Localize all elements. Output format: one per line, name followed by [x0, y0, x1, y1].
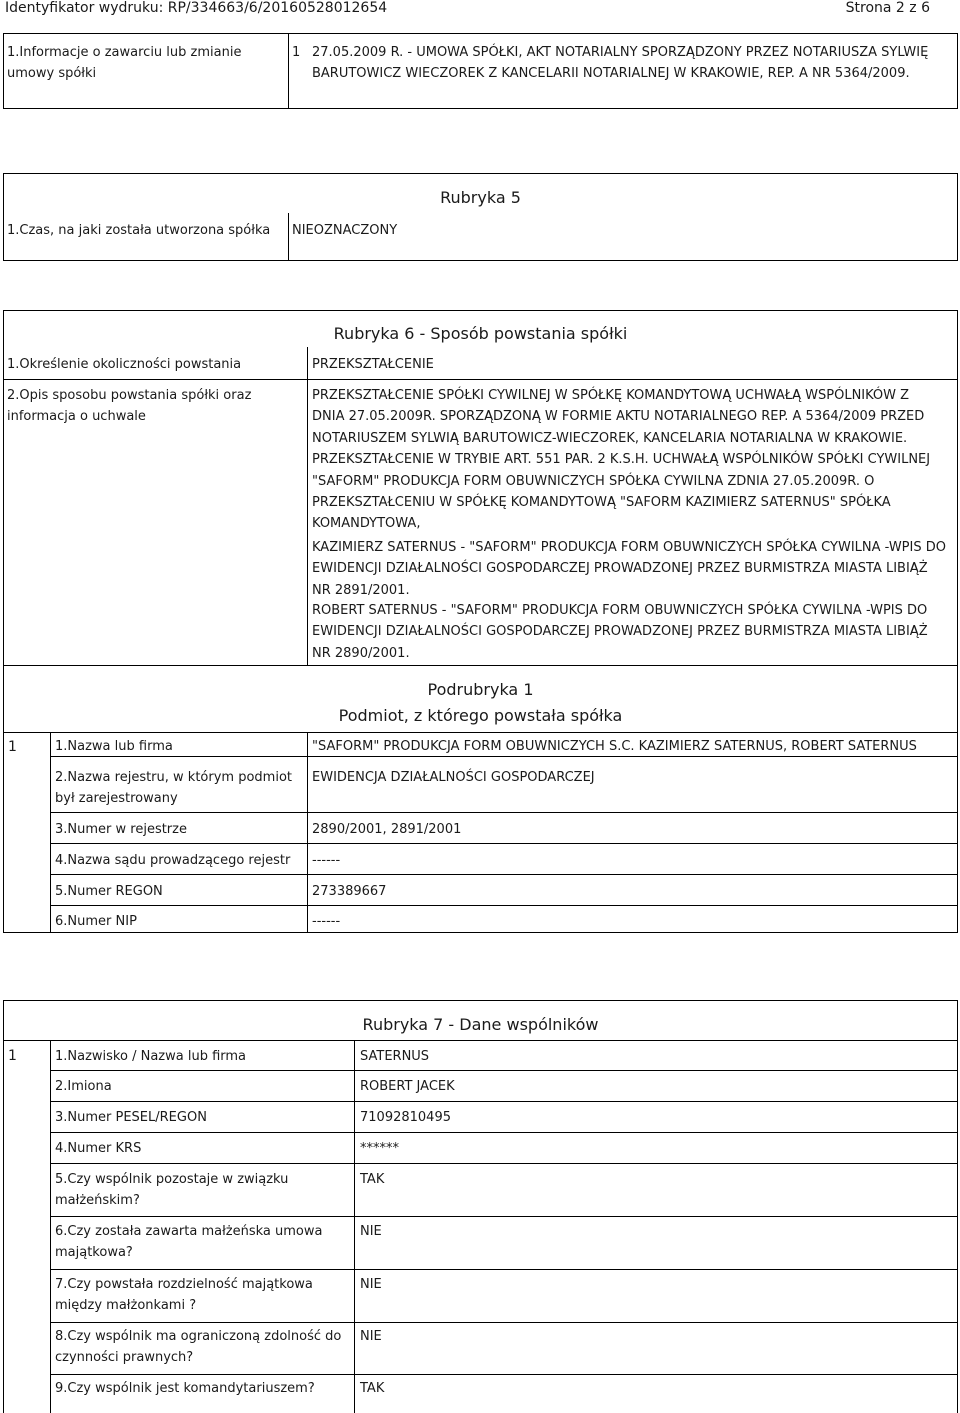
- partner-marital-agreement-value: NIE: [360, 1224, 382, 1239]
- description-line: PRZEKSZTAŁCENIE SPÓŁKI CYWILNEJ W SPÓŁKĘ KOMANDYTOWĄ UCHWAŁĄ WSPÓLNIKÓW Z: [312, 388, 910, 403]
- podmiot-registry-label: 2.Nazwa rejestru, w którym podmiot był zarejestrowany: [55, 770, 292, 807]
- duration-value: NIEOZNACZONY: [292, 223, 398, 238]
- partner-married-value: TAK: [360, 1172, 385, 1187]
- circumstances-label: 1.Określenie okoliczności powstania: [7, 357, 242, 372]
- rubryka-6-title: Rubryka 6 - Sposób powstania spółki: [333, 324, 628, 343]
- rubryka-7-title: Rubryka 7 - Dane wspólników: [362, 1015, 599, 1034]
- partner-index: 1: [8, 1048, 17, 1064]
- podrubryka-1-title: Podrubryka 1: [427, 680, 534, 699]
- partner-separation-label: 7.Czy powstała rozdzielność majątkowa między małżonkami ?: [55, 1277, 313, 1314]
- podmiot-nip-value: ------: [312, 914, 341, 929]
- description-line: PRZEKSZTAŁCENIE W TRYBIE ART. 551 PAR. 2 K.S.H. UCHWAŁĄ WSPÓLNIKÓW SPÓŁKI CYWILNEJ: [312, 452, 931, 468]
- podmiot-registry-number-label: 3.Numer w rejestrze: [55, 822, 187, 837]
- description-line: DNIA 27.05.2009R. SPORZĄDZONĄ W FORMIE AKTU NOTARIALNEGO REP. A 5364/2009 PRZED: [312, 409, 925, 425]
- contract-info-index: 1: [292, 45, 301, 60]
- partner-pesel-label: 3.Numer PESEL/REGON: [55, 1110, 207, 1125]
- podmiot-regon-value: 273389667: [312, 884, 387, 899]
- contract-info-label: 1.Informacje o zawarciu lub zmianie umowy spółki: [7, 45, 242, 82]
- page-number: Strona 2 z 6: [845, 0, 930, 16]
- partner-krs-label: 4.Numer KRS: [55, 1141, 142, 1156]
- contract-info-value: 27.05.2009 R. - UMOWA SPÓŁKI, AKT NOTARIALNY SPORZĄDZONY PRZEZ NOTARIUSZA SYLWIĘ BARUTOWICZ WIECZOREK Z KANCELARII NOTARIALNEJ W KRAKOWIE, REP. A NR 5364/2009.: [312, 45, 929, 82]
- rubryka-5-title: Rubryka 5: [440, 188, 521, 207]
- podmiot-name-value: "SAFORM" PRODUKCJA FORM OBUWNICZYCH S.C. KAZIMIERZ SATERNUS, ROBERT SATERNUS: [312, 739, 917, 754]
- description-line: NR 2890/2001.: [312, 645, 410, 661]
- description-label: 2.Opis sposobu powstania spółki oraz informacja o uchwale: [7, 388, 252, 425]
- partner-legal-capacity-value: NIE: [360, 1329, 382, 1344]
- description-line: PRZEKSZTAŁCENIU W SPÓŁKĘ KOMANDYTOWĄ "SAFORM KAZIMIERZ SATERNUS" SPÓŁKA: [312, 495, 891, 510]
- description-line: NOTARIUSZEM SYLWIĄ BARUTOWICZ-WIECZOREK, KANCELARIA NOTARIALNA W KRAKOWIE.: [312, 430, 908, 446]
- partner-married-label: 5.Czy wspólnik pozostaje w związku małżeńskim?: [55, 1172, 289, 1209]
- partner-limited-label: 9.Czy wspólnik jest komandytariuszem?: [55, 1381, 315, 1396]
- print-identifier: Identyfikator wydruku: RP/334663/6/20160528012654: [5, 0, 388, 16]
- description-line: EWIDENCJI DZIAŁALNOŚCI GOSPODARCZEJ PROWADZONEJ PRZEZ BURMISTRZA MIASTA LIBIĄŻ: [312, 561, 928, 577]
- podmiot-name-label: 1.Nazwa lub firma: [55, 739, 173, 754]
- circumstances-value: PRZEKSZTAŁCENIE: [312, 357, 434, 372]
- description-line: EWIDENCJI DZIAŁALNOŚCI GOSPODARCZEJ PROWADZONEJ PRZEZ BURMISTRZA MIASTA LIBIĄŻ: [312, 624, 928, 640]
- podmiot-index: 1: [8, 739, 17, 755]
- partner-names-value: ROBERT JACEK: [360, 1079, 455, 1094]
- partner-surname-label: 1.Nazwisko / Nazwa lub firma: [55, 1049, 247, 1064]
- description-line: NR 2891/2001.: [312, 582, 410, 598]
- podmiot-nip-label: 6.Numer NIP: [55, 914, 137, 929]
- podrubryka-1-subtitle: Podmiot, z którego powstała spółka: [338, 706, 623, 725]
- partner-krs-value: ******: [360, 1141, 399, 1156]
- partner-surname-value: SATERNUS: [360, 1049, 430, 1064]
- partner-names-label: 2.Imiona: [55, 1079, 112, 1094]
- podmiot-registry-number-value: 2890/2001, 2891/2001: [312, 822, 462, 837]
- partner-marital-agreement-label: 6.Czy została zawarta małżeńska umowa majątkowa?: [55, 1224, 323, 1261]
- description-line: KAZIMIERZ SATERNUS - "SAFORM" PRODUKCJA FORM OBUWNICZYCH SPÓŁKA CYWILNA -WPIS DO: [312, 540, 946, 555]
- description-line: "SAFORM" PRODUKCJA FORM OBUWNICZYCH SPÓŁKA CYWILNA ZDNIA 27.05.2009R. O: [312, 473, 875, 489]
- description-line: KOMANDYTOWA,: [312, 516, 421, 532]
- partner-limited-value: TAK: [360, 1381, 385, 1396]
- podmiot-registry-value: EWIDENCJA DZIAŁALNOŚCI GOSPODARCZEJ: [312, 770, 595, 785]
- podmiot-court-label: 4.Nazwa sądu prowadzącego rejestr: [55, 853, 291, 868]
- duration-label: 1.Czas, na jaki została utworzona spółka: [7, 223, 271, 238]
- podmiot-regon-label: 5.Numer REGON: [55, 884, 163, 899]
- partner-pesel-value: 71092810495: [360, 1110, 451, 1125]
- partner-separation-value: NIE: [360, 1277, 382, 1292]
- partner-legal-capacity-label: 8.Czy wspólnik ma ograniczoną zdolność do czynności prawnych?: [55, 1329, 342, 1366]
- description-line: ROBERT SATERNUS - "SAFORM" PRODUKCJA FORM OBUWNICZYCH SPÓŁKA CYWILNA -WPIS DO: [312, 603, 928, 618]
- podmiot-court-value: ------: [312, 853, 341, 868]
